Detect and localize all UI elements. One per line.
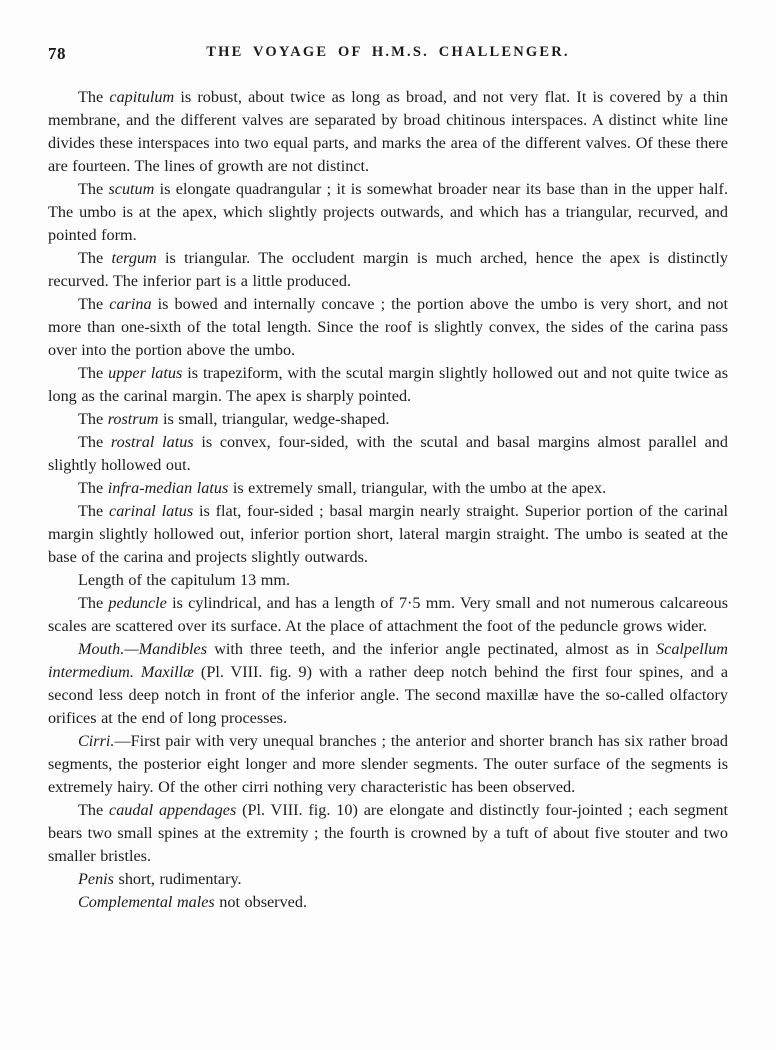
paragraph — [48, 569, 728, 592]
text-run: (Pl. VIII. fig. 10) are elongate and distinctly four-jointed ; each segment bears two small spines at the extremity ; the fourth is crowned by a tuft of about five stouter and two smaller bristles. — [48, 801, 728, 865]
italic-term: Scalpellum intermedium. — [48, 640, 728, 681]
text-run: with three teeth, and the inferior angle pectinated, almost as in — [207, 640, 657, 658]
italic-term: infra-median latus — [107, 479, 229, 497]
text-run: The — [78, 88, 110, 106]
text-run: The — [78, 479, 108, 497]
text-run: The — [78, 594, 109, 612]
text-run: The — [78, 502, 110, 520]
text-run: short, rudimentary. — [113, 870, 242, 888]
italic-term: Penis — [78, 870, 114, 888]
italic-term: peduncle — [108, 594, 167, 612]
paragraph — [48, 362, 728, 408]
paragraph — [48, 500, 728, 569]
paragraph — [48, 431, 728, 477]
text-run: The — [78, 364, 109, 382]
italic-term: scutum — [108, 180, 155, 198]
text-run: is flat, four-sided ; basal margin nearly straight. Superior portion of the carinal margin slightly hollowed out, inferior portion short, lateral margin straight. The umbo is seated at the base of the carina and projects slightly outwards. — [48, 502, 729, 566]
text-run — [134, 663, 141, 681]
paragraph — [48, 178, 728, 247]
paragraph — [48, 799, 728, 868]
text-run: The — [78, 249, 112, 267]
italic-term: Maxillæ — [140, 663, 194, 681]
text-run: Length of the capitulum 13 mm. — [78, 571, 290, 589]
italic-term: upper latus — [108, 364, 183, 382]
paragraph — [48, 408, 728, 431]
text-run: is bowed and internally concave ; the portion above the umbo is very short, and not more than one-sixth of the total length. Since the roof is slightly convex, the sides of the carina pass over into the portion above the umbo. — [48, 295, 729, 359]
italic-term: rostral latus — [110, 433, 194, 451]
text-run: is trapeziform, with the scutal margin slightly hollowed out and not quite twice as long as the carinal margin. The apex is sharply pointed. — [48, 364, 729, 405]
paragraph — [48, 86, 728, 178]
page-header — [48, 44, 728, 64]
italic-term: capitulum — [109, 88, 175, 106]
italic-term: Mouth.—Mandibles — [78, 640, 208, 658]
text-run: is convex, four-sided, with the scutal and basal margins almost parallel and slightly hollowed out. — [48, 433, 728, 474]
paragraph — [48, 891, 728, 914]
italic-term: tergum — [111, 249, 157, 267]
running-title: THE VOYAGE OF H.M.S. CHALLENGER. — [206, 44, 570, 60]
text-run: The — [78, 410, 108, 428]
paragraph — [48, 592, 728, 638]
paragraph — [48, 247, 728, 293]
paragraph — [48, 868, 728, 891]
italic-term: carinal latus — [109, 502, 194, 520]
italic-term: caudal appendages — [109, 801, 237, 819]
text-run: not observed. — [214, 893, 307, 911]
paragraph — [48, 730, 728, 799]
paragraph — [48, 638, 728, 730]
italic-term: carina — [109, 295, 152, 313]
text-run: The — [78, 433, 111, 451]
text-run: is cylindrical, and has a length of 7·5 mm. Very small and not numerous calcareous scales are scattered over its surface. At the place of attachment the foot of the peduncle grows wider. — [48, 594, 728, 635]
text-run: is small, triangular, wedge-shaped. — [158, 410, 390, 428]
text-run: The — [78, 801, 110, 819]
text-run: (Pl. VIII. fig. 9) with a rather deep notch behind the first four spines, and a second less deep notch in front of the inferior angle. The second maxillæ have the so-called olfactory orifices at the end of long processes. — [48, 663, 729, 727]
body-text — [48, 86, 728, 914]
italic-term: Cirri. — [78, 732, 115, 750]
page-number: 78 — [48, 44, 66, 63]
text-run: —First pair with very unequal branches ; the anterior and shorter branch has six rather broad segments, the posterior eight longer and more slender segments. The outer surface of the segments is extremely hairy. Of the other cirri nothing very characteristic has been observed. — [48, 732, 728, 796]
text-run: is robust, about twice as long as broad, and not very flat. It is covered by a thin membrane, and the different valves are separated by broad chitinous interspaces. A distinct white line divides these interspaces into two equal parts, and marks the area of the different valves. Of these there are fourteen. The lines of growth are not distinct. — [48, 88, 728, 175]
paragraph — [48, 477, 728, 500]
text-run: is elongate quadrangular ; it is somewhat broader near its base than in the upper half. The umbo is at the apex, which slightly projects outwards, and which has a triangular, recurved, and pointed form. — [48, 180, 728, 244]
text-run: The — [78, 295, 110, 313]
italic-term: Complemental males — [78, 893, 215, 911]
text-run: is triangular. The occludent margin is much arched, hence the apex is distinctly recurved. The inferior part is a little produced. — [48, 249, 729, 290]
text-run: The — [78, 180, 109, 198]
text-run: is extremely small, triangular, with the umbo at the apex. — [228, 479, 607, 497]
italic-term: rostrum — [107, 410, 159, 428]
paragraph — [48, 293, 728, 362]
